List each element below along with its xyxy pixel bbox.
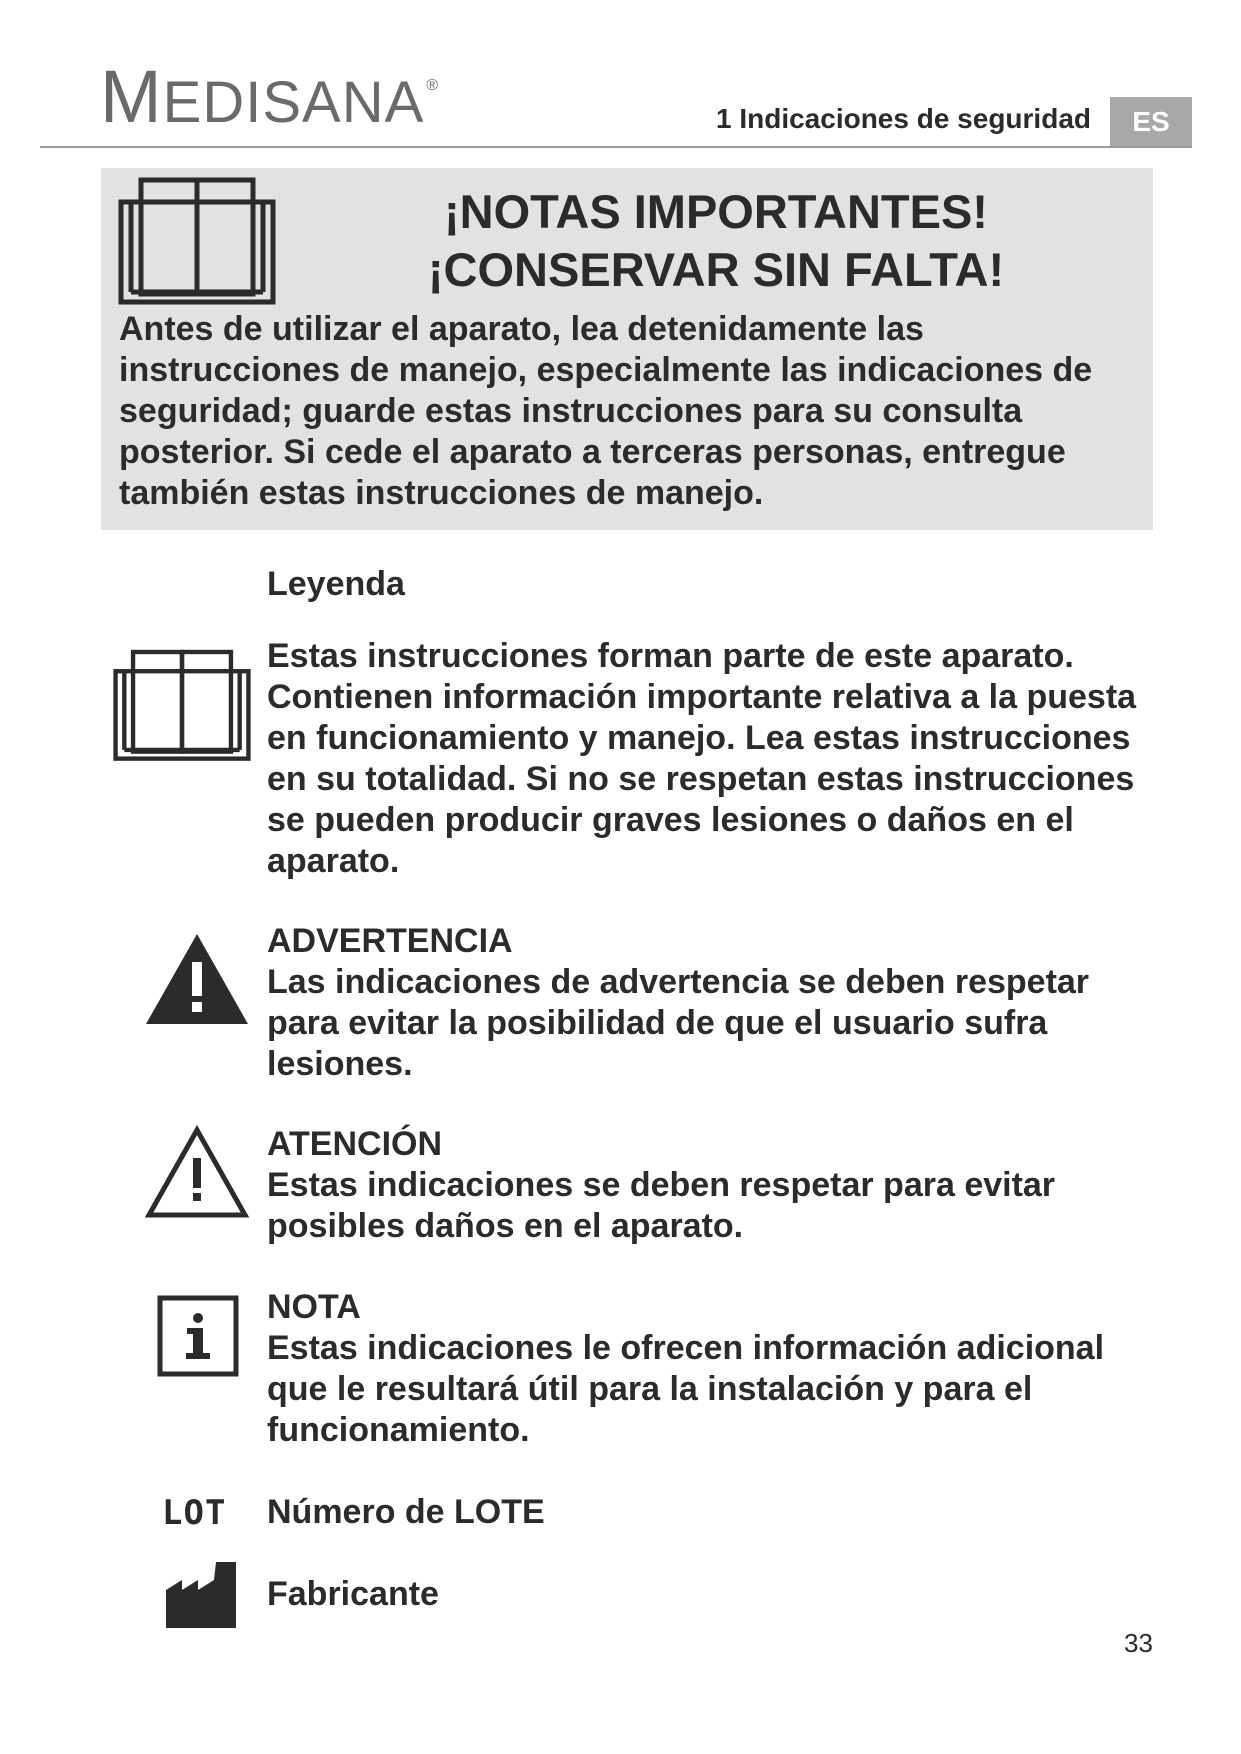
legend-item-text: Estas indicaciones le ofrecen información adicional que le resultará útil para la instalación y para el funcionamiento. [267,1329,1105,1449]
legend-item-text: Estas instrucciones forman parte de este aparato. Contienen información importante relativa a la puesta en funcionamiento y manejo. Lea estas instrucciones en su totalidad. Si no se respetan estas instrucciones se pueden producir graves lesiones o daños en el aparato. [267,637,1137,880]
manufacturer-icon [166,1562,238,1628]
legend-item-caution [267,1124,1167,1247]
legend-item-title: ATENCIÓN [267,1125,443,1163]
legend-item-lot [267,1492,1167,1533]
notice-title-line2: ¡CONSERVAR SIN FALTA! [427,243,1005,296]
legend-item-instructions [267,636,1167,882]
legend-item-text: Número de LOTE [267,1493,545,1531]
legend-item-note [267,1287,1167,1451]
legend-heading: Leyenda [267,565,405,603]
notice-title [296,183,1136,299]
notice-body: Antes de utilizar el aparato, lea detenidamente las instrucciones de manejo, especialmente las indicaciones de seguridad; guarde estas instrucciones para su consulta posterior. Si cede el aparato a terceras personas, entregue también estas instrucciones de manejo. [119,310,1093,512]
legend-item-warning [267,921,1167,1085]
caution-outline-icon [144,1125,250,1219]
section-title: 1 Indicaciones de seguridad [715,103,1091,134]
legend-item-text: Estas indicaciones se deben respetar para evitar posibles daños en el aparato. [267,1166,1056,1245]
warning-filled-icon [144,932,250,1026]
language-tab: ES [1110,97,1192,147]
legend-item-text: Fabricante [267,1575,439,1613]
book-icon [112,645,252,763]
medisana-logo: MEDISANA ® [100,55,440,138]
legend-item-title: ADVERTENCIA [267,922,513,960]
page-number: 33 [1124,1628,1153,1658]
legend-item-title: NOTA [267,1288,361,1326]
notice-title-line1: ¡NOTAS IMPORTANTES! [444,185,988,238]
lot-icon: LOT [162,1493,227,1533]
legend-item-manufacturer [267,1574,1167,1615]
legend-item-text: Las indicaciones de advertencia se deben respetar para evitar la posibilidad de que el usuario sufra lesiones. [267,963,1090,1083]
important-notice-box [101,168,1153,530]
header-divider [40,146,1192,148]
book-icon [117,172,277,307]
info-icon [157,1295,239,1377]
